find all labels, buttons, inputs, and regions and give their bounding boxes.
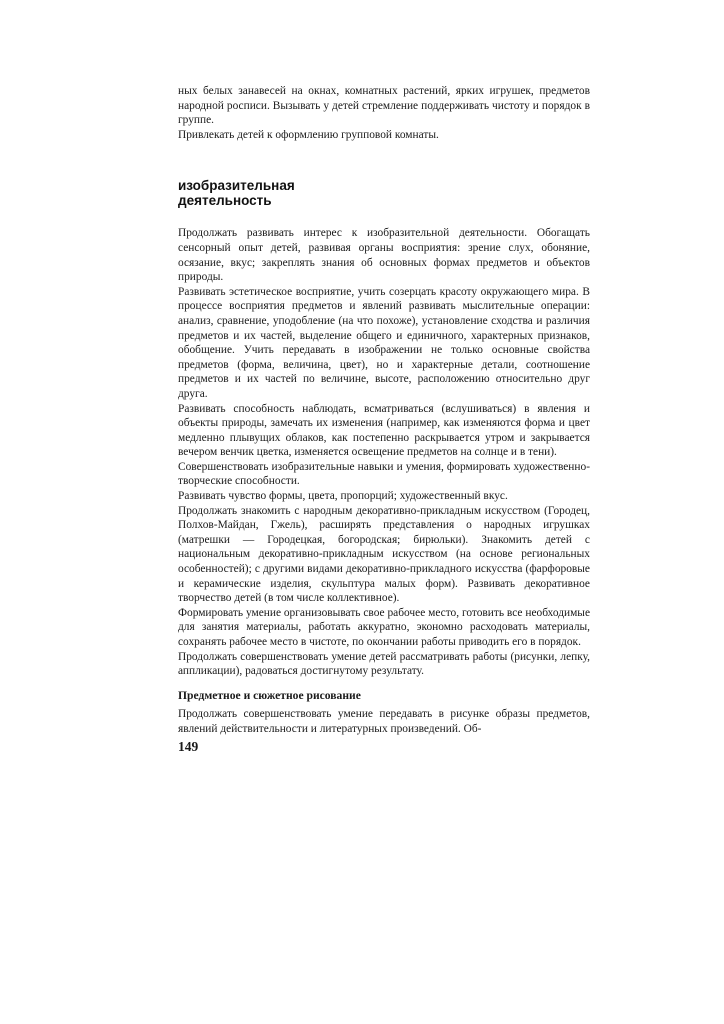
section-title — [178, 178, 590, 208]
body-paragraph: Совершенствовать изобразительные навыки и умения, формировать художественно-творческие способности. — [178, 460, 590, 488]
body-paragraph: Развивать эстетическое восприятие, учить созерцать красоту окружающего мира. В процессе восприятия предметов и явлений развивать мыслительные операции: анализ, сравнение, уподобление (на что похоже), установление сходства и различия предметов и их частей, выделение общего и единичного, характерных признаков, обобщение. Учить передавать в изображении не только основные свойства предметов (форма, величина, цвет), но и характерные детали, соотношение предметов и их частей по величине, высоте, расположению относительно друг друга. — [178, 285, 590, 400]
body-paragraph: Развивать чувство формы, цвета, пропорций; художественный вкус. — [178, 490, 508, 503]
section-title-line: деятельность — [178, 193, 272, 209]
subsection-heading: Предметное и сюжетное рисование — [178, 688, 361, 702]
body-paragraph: Развивать способность наблюдать, всматриваться (вслушиваться) в явления и объекты природы, замечать их изменения (например, как изменяются форма и цвет медленно плывущих облаков, как постепенно раскрывается утром и закрывается вечером венчик цветка, изменяется освещение предметов на солнце и в тени). — [178, 402, 590, 459]
body-paragraph: Продолжать знакомить с народным декоративно-прикладным искусством (Городец, Полхов-Майдан, Гжель), расширять представления о народных игрушках (матрешки — Городецкая, богородская; бирюльки). Знакомить детей с национальным декоративно-прикладным искусством (на основе региональных особенностей); с другими видами декоративно-прикладного искусства (фарфоровые и керамические изделия, скульптура малых форм). Развивать декоративное творчество детей (в том числе коллективное). — [178, 504, 590, 605]
body-paragraph: Формировать умение организовывать свое рабочее место, готовить все необходимые для занятия материалы, работать аккуратно, экономно расходовать материалы, сохранять рабочее место в чистоте, по окончании работы приводить его в порядок. — [178, 606, 590, 648]
intro-paragraph: Привлекать детей к оформлению групповой комнаты. — [178, 128, 439, 141]
section-title-line: изобразительная — [178, 178, 295, 194]
body-paragraph: Продолжать развивать интерес к изобразительной деятельности. Обогащать сенсорный опыт детей, развивая органы восприятия: зрение слух, обоняние, осязание, вкус; закреплять знания об основных формах предметов и объектов природы. — [178, 227, 590, 284]
page-number: 149 — [178, 738, 199, 754]
body-paragraph: Продолжать совершенствовать умение детей рассматривать работы (рисунки, лепку, аппликации), радоваться достигнутому результату. — [178, 650, 590, 678]
subsection-paragraph: Продолжать совершенствовать умение передавать в рисунке образы предметов, явлений действительности и литературных произведений. Об- — [178, 708, 590, 735]
document-page — [178, 84, 590, 755]
intro-paragraph: ных белых занавесей на окнах, комнатных растений, ярких игрушек, предметов народной росписи. Вызывать у детей стремление поддерживать чистоту и порядок в группе. — [178, 85, 590, 127]
